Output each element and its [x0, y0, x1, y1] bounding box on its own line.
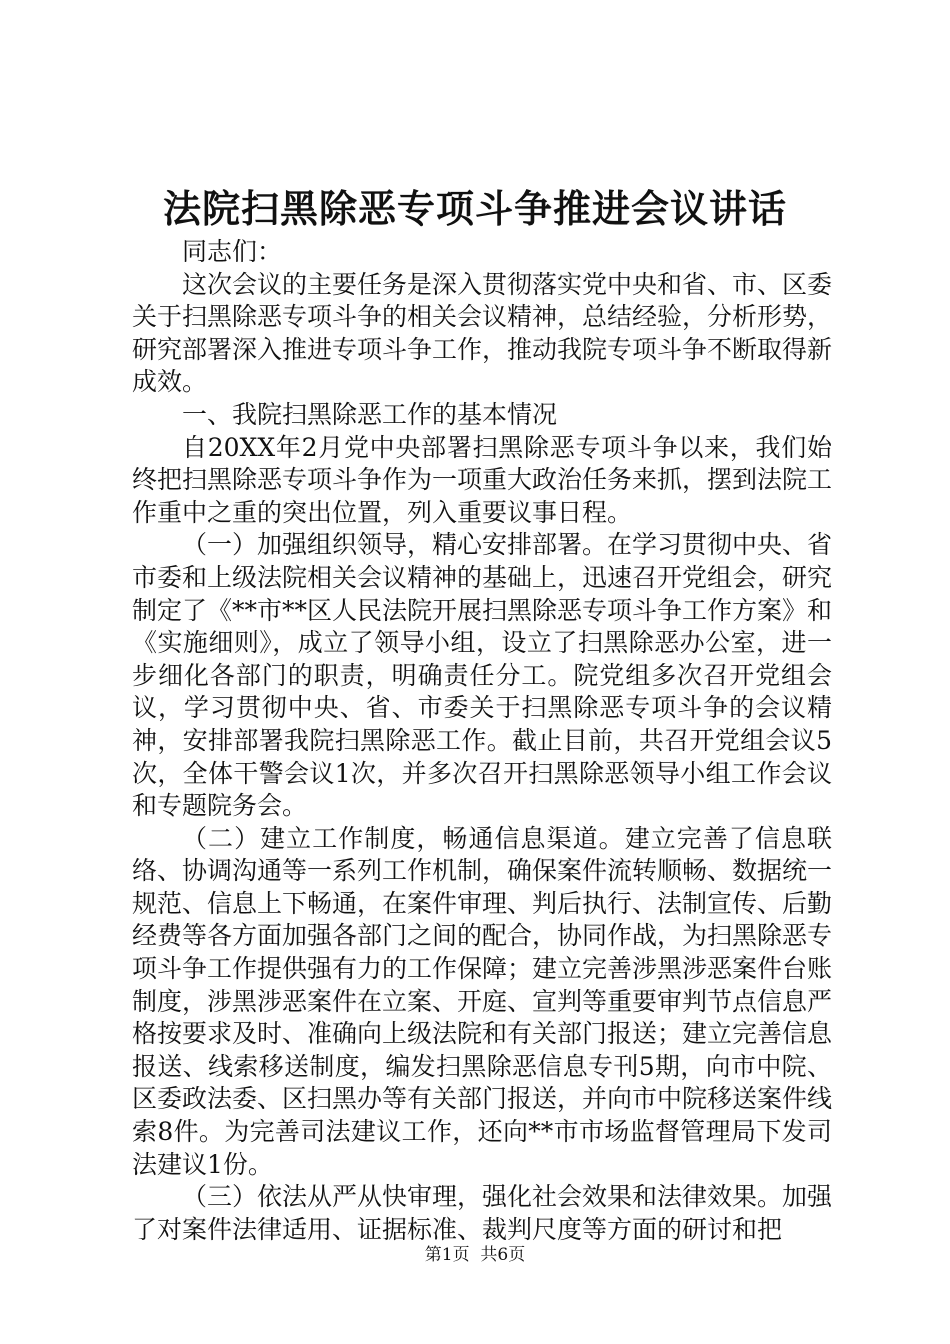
- salutation: 同志们：: [182, 237, 283, 266]
- paragraph-intro: 这次会议的主要任务是深入贯彻落实党中央和省、市、区委关于扫黑除恶专项斗争的相关会议精神，总结经验，分析形势，研究部署深入推进专项斗争工作，推动我院专项斗争不断取得新成效。: [132, 269, 833, 397]
- section-heading-1: 一、我院扫黑除恶工作的基本情况: [182, 399, 558, 429]
- paragraph-background: 自20XX年2月党中央部署扫黑除恶专项斗争以来，我们始终把扫黑除恶专项斗争作为一项重大政治任务来抓，摆到法院工作重中之重的突出位置，列入重要议事日程。: [132, 432, 833, 527]
- paragraph-item-2: （二）建立工作制度，畅通信息渠道。建立完善了信息联络、协调沟通等一系列工作机制，确保案件流转顺畅、数据统一规范、信息上下畅通，在案件审理、判后执行、法制宣传、后勤经费等各方面加强各部门之间的配合，协同作战，为扫黑除恶专项斗争工作提供强有力的工作保障；建立完善涉黑涉恶案件台账制度，涉黑涉恶案件在立案、开庭、宣判等重要审判节点信息严格按要求及时、准确向上级法院和有关部门报送；建立完善信息报送、线索移送制度，编发扫黑除恶信息专刊5期，向市中院、区委政法委、区扫黑办等有关部门报送，并向市中院移送案件线索8件。为完善司法建议工作，还向**市市场监督管理局下发司法建议1份。: [132, 823, 833, 1179]
- document-body: [132, 236, 832, 1246]
- page-number-footer: 第1页 共6页: [424, 1245, 526, 1265]
- paragraph-item-1: （一）加强组织领导，精心安排部署。在学习贯彻中央、省市委和上级法院相关会议精神的基础上，迅速召开党组会，研究制定了《**市**区人民法院开展扫黑除恶专项斗争工作方案》和《实施细则》，成立了领导小组，设立了扫黑除恶办公室，进一步细化各部门的职责，明确责任分工。院党组多次召开党组会议，学习贯彻中央、省、市委关于扫黑除恶专项斗争的会议精神，安排部署我院扫黑除恶工作。截止目前，共召开党组会议5次，全体干警会议1次，并多次召开扫黑除恶领导小组工作会议和专题院务会。: [132, 530, 833, 821]
- document-title: 法院扫黑除恶专项斗争推进会议讲话: [162, 186, 787, 231]
- paragraph-item-3: （三）依法从严从快审理，强化社会效果和法律效果。加强了对案件法律适用、证据标准、裁判尺度等方面的研讨和把: [132, 1182, 833, 1244]
